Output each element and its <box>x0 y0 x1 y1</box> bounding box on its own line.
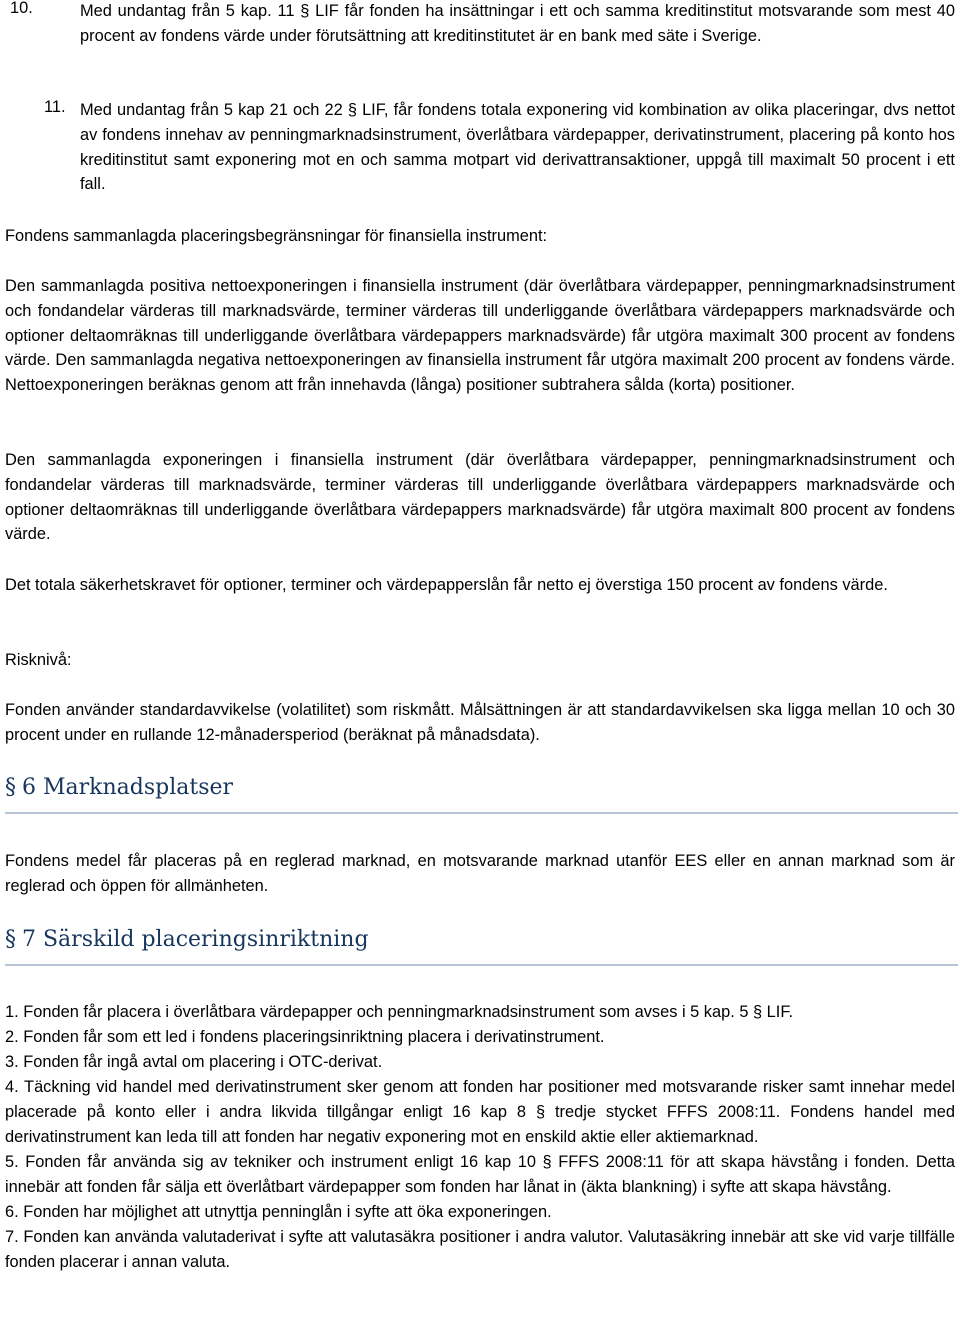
paragraph: Fondens medel får placeras på en reglerad marknad, en motsvarande marknad utanför EES eller en annan marknad som är reglerad och öppen för allmänheten. <box>5 852 955 895</box>
paragraph: Det totala säkerhetskravet för optioner, terminer och värdepapperslån får netto ej överstiga 150 procent av fondens värde. <box>5 576 888 594</box>
list-item-text: Med undantag från 5 kap 21 och 22 § LIF, får fondens totala exponering vid kombination av olika placeringar, dvs nettot av fondens innehav av penningmarknadsinstrument, överlåtbara värdepapper, derivatinstrument, placering på konto hos kreditinstitut samt exponering mot en och samma motpart vid derivattransaktioner, uppgå till maximalt 50 procent i ett fall. <box>80 101 955 194</box>
paragraph: Fondens sammanlagda placeringsbegränsningar för finansiella instrument: <box>5 227 548 245</box>
paragraph: Den sammanlagda exponeringen i finansiella instrument (där överlåtbara värdepapper, penningmarknadsinstrument och fondandelar värderas till marknadsvärde, terminer värderas till underliggande överlåtbara värdepappers marknadsvärde och optioner deltaomräknas till underliggande överlåtbara värdepappers marknadsvärde) får utgöra maximalt 800 procent av fondens värde. <box>5 451 955 544</box>
paragraph: Fonden använder standardavvikelse (volatilitet) som riskmått. Målsättningen är att standardavvikelsen ska ligga mellan 10 och 30 procent under en rullande 12-månadersperiod (beräknat på månadsdata). <box>5 701 955 744</box>
section-title: 6 Marknadsplatser <box>22 775 234 800</box>
section-heading <box>5 774 958 814</box>
list-item: 3. Fonden får ingå avtal om placering i OTC-derivat. <box>5 1053 383 1071</box>
list-item: 1. Fonden får placera i överlåtbara värdepapper och penningmarknadsinstrument som avses i 5 kap. 5 § LIF. <box>5 1003 794 1021</box>
list-item: 6. Fonden har möjlighet att utnyttja penninglån i syfte att öka exponeringen. <box>5 1203 552 1221</box>
section-symbol: § <box>5 927 16 952</box>
section-heading <box>5 926 958 966</box>
section-symbol: § <box>5 775 16 800</box>
item-number: 11. <box>44 98 66 116</box>
numbered-list <box>5 1000 955 1275</box>
section-title: 7 Särskild placeringsinriktning <box>22 927 369 952</box>
list-item: 7. Fonden kan använda valutaderivat i syfte att valutasäkra positioner i andra valutor. Valutasäkring innebär att ske vid varje tillfälle fonden placerar i annan valuta. <box>5 1228 955 1271</box>
item-number: 10. <box>10 0 33 17</box>
list-item-text: Med undantag från 5 kap. 11 § LIF får fonden ha insättningar i ett och samma kreditinstitut motsvarande som mest 40 procent av fondens värde under förutsättning att kreditinstitutet är en bank med säte i Sverige. <box>80 2 955 45</box>
list-item: 5. Fonden får använda sig av tekniker och instrument enligt 16 kap 10 § FFFS 2008:11 för att skapa hävstång i fonden. Detta innebär att fonden får sälja ett överlåtbart värdepapper som fonden har lånat in (äkta blankning) i syfte att skapa hävstång. <box>5 1153 955 1196</box>
list-item: 4. Täckning vid handel med derivatinstrument sker genom att fonden har positioner med motsvarande risker samt innehar medel placerade på konto eller i andra likvida tillgångar enligt 16 kap 8 § tredje stycket FFFS 2008:11. Fondens handel med derivatinstrument kan leda till att fonden har negativ exponering mot en enskild aktie eller aktiemarknad. <box>5 1078 955 1146</box>
paragraph: Den sammanlagda positiva nettoexponeringen i finansiella instrument (där överlåtbara värdepapper, penningmarknadsinstrument och fondandelar värderas till marknadsvärde, terminer värderas till underliggande överlåtbara värdepappers marknadsvärde och optioner deltaomräknas till underliggande överlåtbara värdepappers marknadsvärde) får utgöra maximalt 300 procent av fondens värde. Den sammanlagda negativa nettoexponeringen av finansiella instrument får utgöra maximalt 200 procent av fondens värde. Nettoexponeringen beräknas genom att från innehavda (långa) positioner subtrahera sålda (korta) positioner. <box>5 277 955 395</box>
paragraph: Risknivå: <box>5 651 72 669</box>
list-item: 2. Fonden får som ett led i fondens placeringsinriktning placera i derivatinstrument. <box>5 1028 605 1046</box>
